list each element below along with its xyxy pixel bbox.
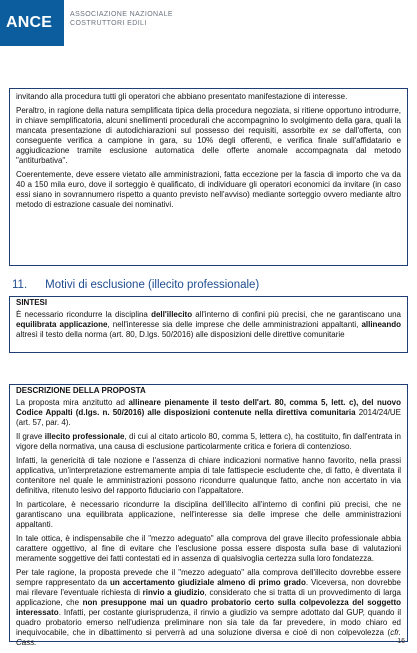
continued-proposal-box [9,88,408,266]
section-heading [12,279,259,291]
association-name-line1: ASSOCIAZIONE NAZIONALE [70,11,173,18]
paragraph-grave-illecito: Il grave illecito professionale, di cui al citato articolo 80, comma 5, lettera c), ha costituito, fin dall'entrata in vigore della normativa, una causa di esclusione particolarmente critica e foriera di contenzioso. [16,432,402,451]
section-number: 11. [12,279,28,291]
logo-text: ANCE [6,14,53,31]
summary-heading: SINTESI [16,298,48,307]
ance-logo [0,0,64,46]
proposal-heading: DESCRIZIONE DELLA PROPOSTA [16,386,146,395]
section-title: Motivi di esclusione (illecito professionale) [45,279,260,291]
paragraph-particular: In particolare, è necessario ricondurre la disciplina dell'illecito all'interno di confini più precisi, che ne garantiscano una equilibrata applicazione, nell'interesse sia delle imprese che delle amministrazioni appaltanti. [16,500,401,529]
page-number: 16 [397,638,405,645]
proposal-description-box [9,384,408,647]
summary-box [9,296,408,353]
paragraph-invite: invitando alla procedura tutti gli operatori che abbiano presentato manifestazione di interesse. [16,92,348,101]
paragraph-simplification: Peraltro, in ragione della natura semplificata tipica della procedura negoziata, si ritiene opportuno introdurre, in chiave semplificatoria, alcuni snellimenti procedurali che accompagnino lo svolgimento della gara, quali la mancata presentazione di autodichiarazioni sul possesso dei requisiti, assorbite ex se dall'offerta, con conseguente verifica a campione in gara, su 10% degli offerenti, e verifica finale sull'affidatario e aggiudicazione tramite esclusione automatica delle offerte anomale accompagnata dal metodo "antiturbativa". [16,106,401,165]
association-name [70,10,173,28]
paragraph-prohibition: Coerentemente, deve essere vietato alle amministrazioni, fatta eccezione per la fascia di importo che va da 40 a 150 mila euro, dove il sorteggio è qualificato, di individuare gli operatori economici da invitare (in caso essi siano in sovrannumero rispetto a quanto previsto nell'avviso) mediante sorteggio ovvero mediante altro metodo di estrazione casuale dei nominativi. [16,170,401,209]
page-header [0,0,417,52]
summary-text: È necessario ricondurre la disciplina dell'illecito all'interno di confini più precisi, che ne garantiscano una equilibrata applicazione, nell'interesse sia delle imprese che delle amministrazioni appaltanti, allineando altresì il testo della norma (art. 80, D.lgs. 50/2016) alle disposizioni delle direttive comunitarie [16,310,401,339]
paragraph-genericity: Infatti, la genericità di tale nozione e l'assenza di chiare indicazioni normative hanno favorito, nella prassi applicativa, un'interpretazione estremamente ampia di tale fattispecie escludente che, di fatto, è diventata il contenitore nel quale le amministrazioni possono ricondurre qualunque fatto, anche non accertato in via definitiva, ritenuto lesivo del rapporto fiduciario con l'appaltatore. [16,456,401,495]
paragraph-alignment: La proposta mira anzitutto ad allineare pienamente il testo dell'art. 80, comma 5, lett. c), del nuovo Codice Appalti (d.lgs. n. 50/2016) alle disposizioni contenute nella direttiva comunitaria 2014/24/UE (art. 57, par. 4). [16,398,402,427]
association-name-line2: COSTRUTTORI EDILI [70,20,147,27]
paragraph-judicial-assessment: Per tale ragione, la proposta prevede che il "mezzo adeguato" alla comprova dell'illecito dovrebbe essere sempre rappresentato da un accertamento giudiziale almeno di primo grado. Viceversa, non dovrebbe mai rilevare l'eventuale richiesta di rinvio a giudizio, considerato che si tratta di un provvedimento di larga applicazione, che non presuppone mai un quadro probatorio certo sulla colpevolezza del soggetto interessato. Infatti, per costante giurisprudenza, il rinvio a giudizio va sempre adottato dal GUP, quando il quadro probatorio emerso nell'udienza preliminare non sia tale da far prevedere, in modo chiaro ed inequivocabile, che in dibattimento si perverrà ad una soluzione diversa e cioè di non colpevolezza (cfr. Cass. [16,568,402,647]
paragraph-adequate-means: In tale ottica, è indispensabile che il "mezzo adeguato" alla comprova del grave illecito professionale abbia carattere oggettivo, al fine di evitare che l'esclusione possa essere disposta sulla base di valutazioni meramente soggettive dei fatti contestati ed in assenza di qualsivoglia certezza sulla loro fondatezza. [16,534,401,563]
